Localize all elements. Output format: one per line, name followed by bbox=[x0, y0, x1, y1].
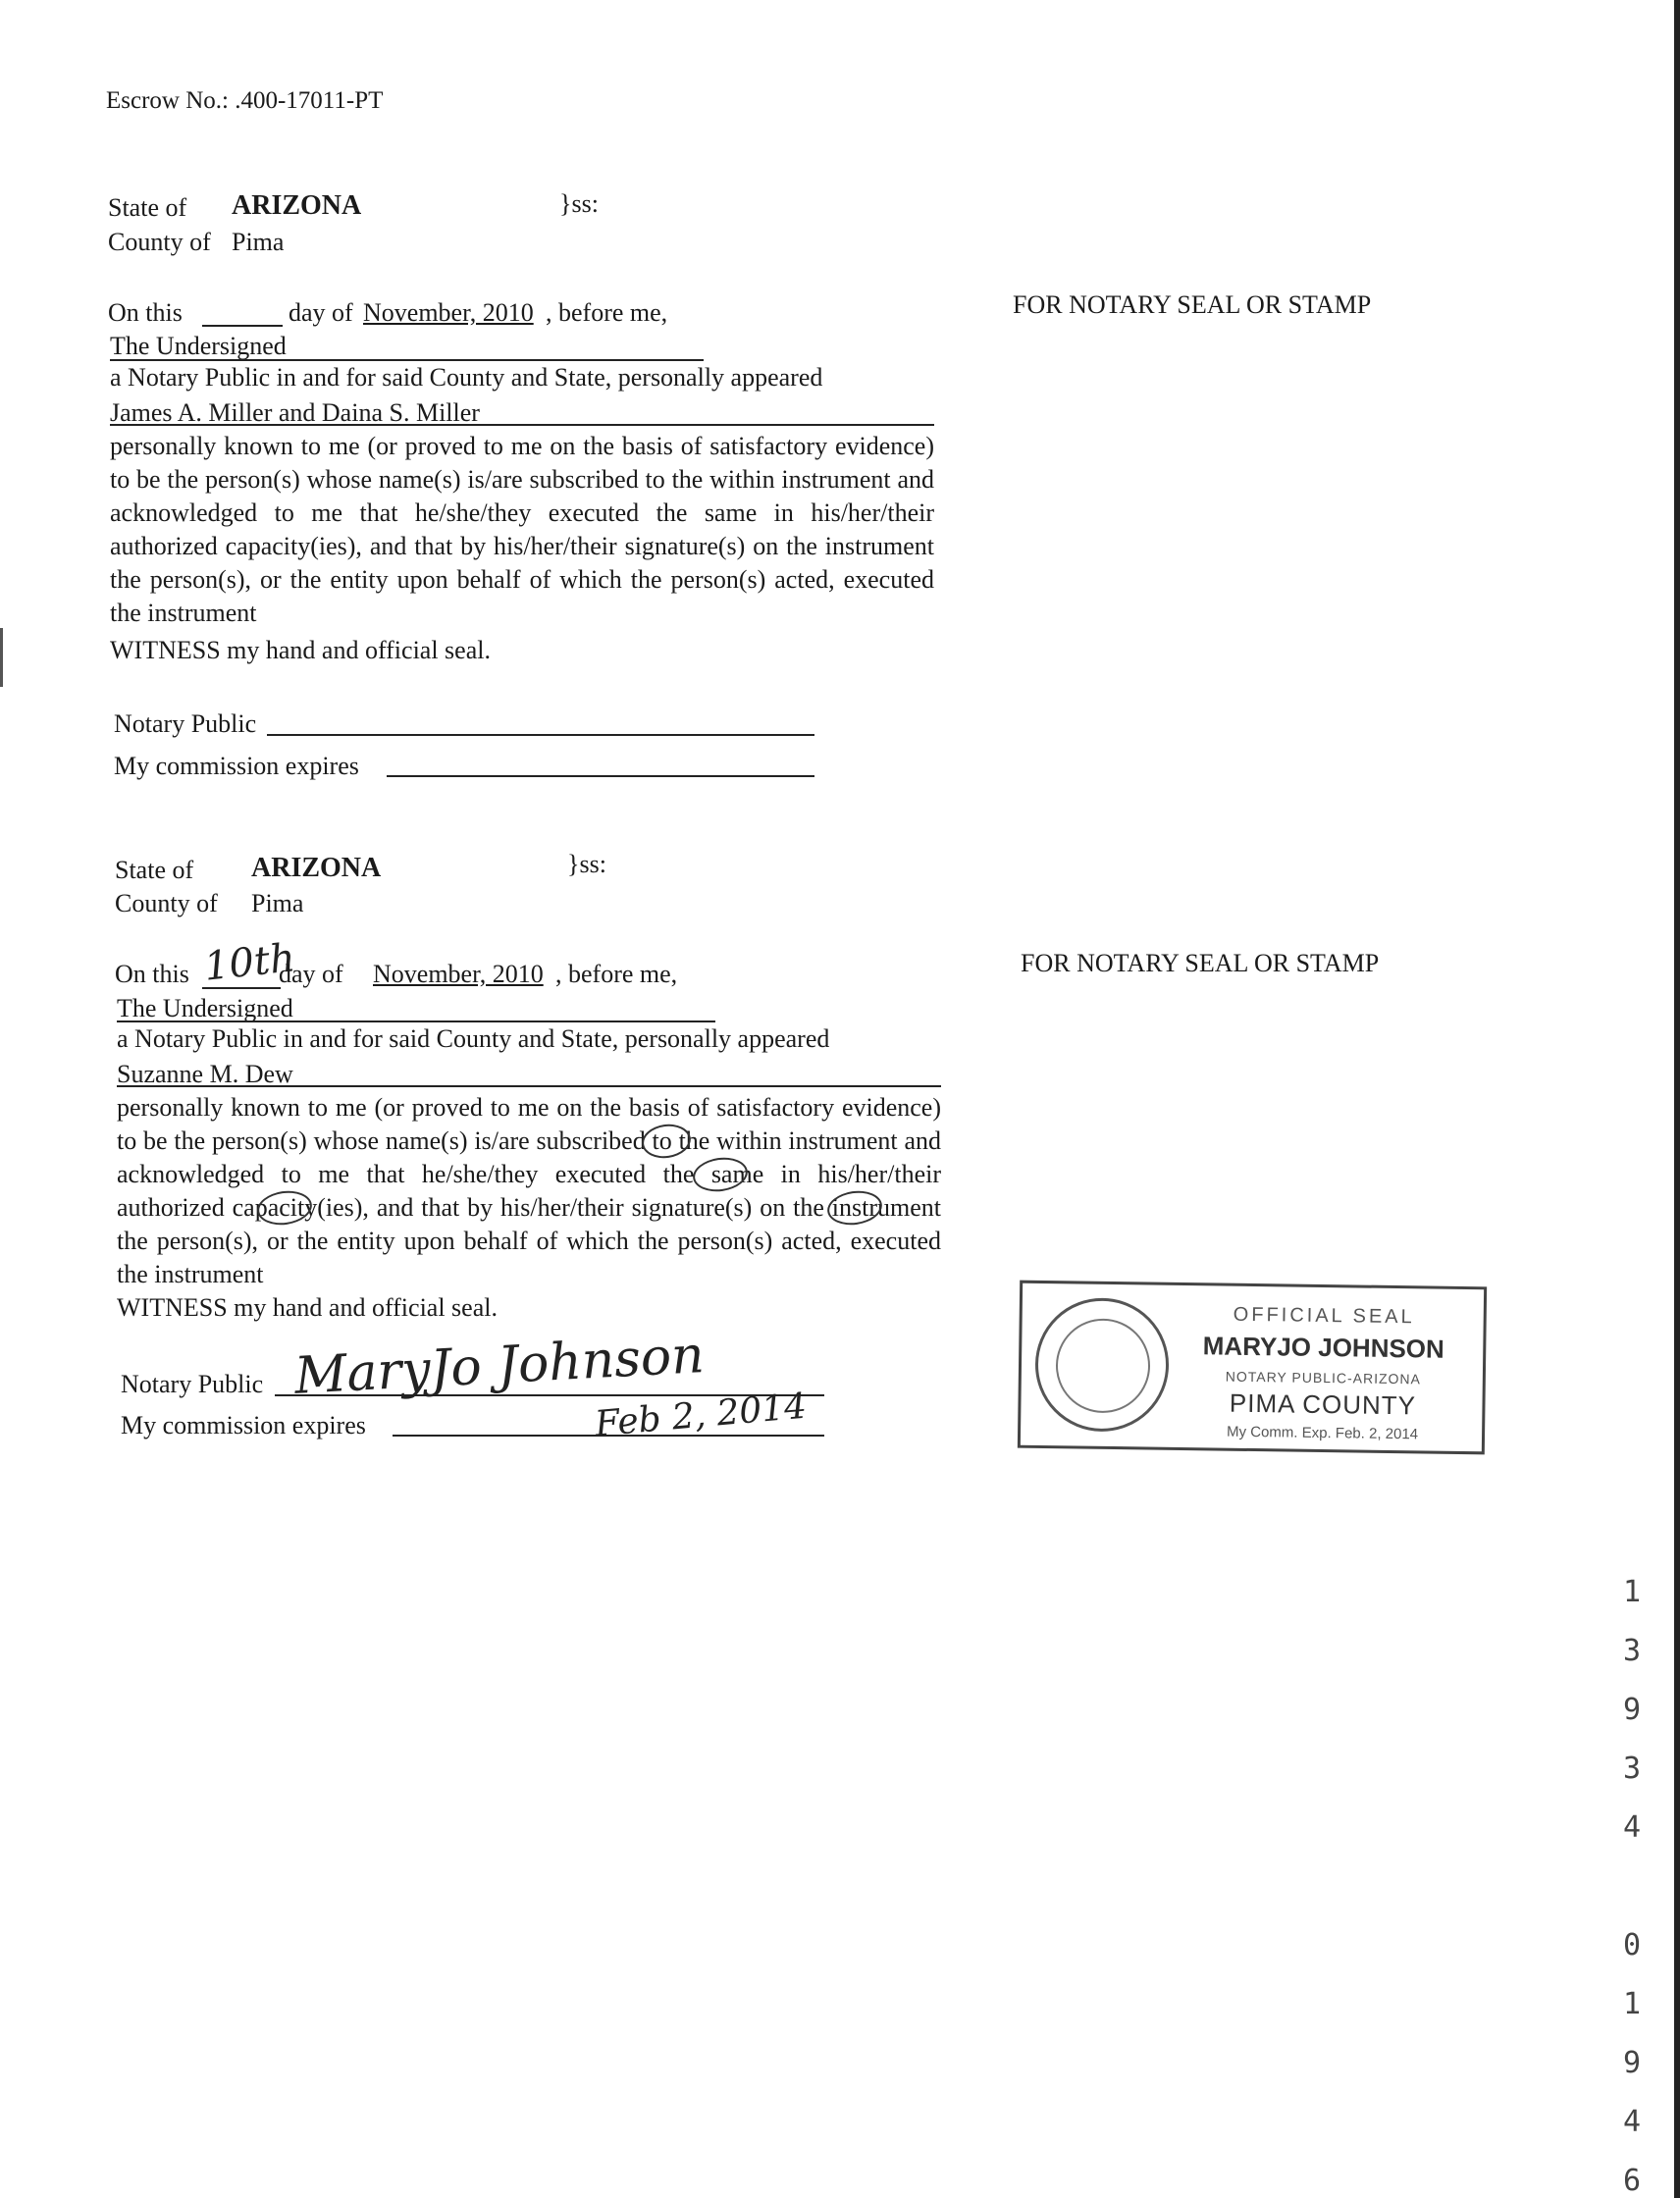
officer-name: The Undersigned bbox=[117, 994, 293, 1022]
ss-mark: }ss: bbox=[567, 850, 606, 878]
state-value: ARIZONA bbox=[232, 190, 362, 221]
escrow-value: .400-17011-PT bbox=[235, 87, 384, 114]
appeared-persons: James A. Miller and Daina S. Miller bbox=[110, 398, 480, 427]
recording-number bbox=[1617, 1575, 1647, 2198]
stamp-expiration: My Comm. Exp. Feb. 2, 2014 bbox=[1226, 1423, 1419, 1443]
persons-line bbox=[117, 1085, 941, 1087]
handwritten-day: 10th bbox=[201, 935, 297, 990]
stamp-heading: OFFICIAL SEAL bbox=[1233, 1303, 1415, 1329]
day-blank[interactable] bbox=[202, 325, 283, 327]
state-seal-icon bbox=[1034, 1297, 1170, 1433]
stamp-notary-name: MARYJO JOHNSON bbox=[1202, 1331, 1445, 1364]
scan-edge-right bbox=[1674, 0, 1680, 2198]
appeared-persons: Suzanne M. Dew bbox=[117, 1060, 293, 1088]
scan-edge-left-mark bbox=[0, 628, 3, 687]
state-value: ARIZONA bbox=[251, 853, 382, 883]
day-of-label: day of bbox=[279, 960, 343, 988]
ss-mark: }ss: bbox=[559, 189, 599, 218]
official-notary-stamp bbox=[1018, 1281, 1487, 1455]
commission-line[interactable] bbox=[387, 775, 814, 777]
before-me-label: , before me, bbox=[555, 960, 678, 988]
witness-statement: WITNESS my hand and official seal. bbox=[110, 636, 491, 664]
notary-statement: a Notary Public in and for said County and State, personally appeared bbox=[117, 1024, 830, 1053]
date-value: November, 2010 bbox=[373, 960, 544, 988]
acknowledgment-body: personally known to me (or proved to me on the basis of satisfactory evidence) to be the person(s) whose name(s) is/are subscribed to the within instrument and acknowledged to me that he/she/they executed the same in his/her/their authorized capacity(ies), and that by his/her/their signature(s) on the instrument the person(s), or the entity upon behalf of which the person(s) acted, executed the instrument bbox=[110, 432, 934, 627]
notary-signature-line[interactable] bbox=[267, 734, 814, 736]
county-label: County of bbox=[108, 228, 211, 256]
officer-line bbox=[110, 359, 704, 361]
seal-area-label: FOR NOTARY SEAL OR STAMP bbox=[1013, 290, 1372, 319]
on-this-label: On this bbox=[115, 960, 189, 988]
notary-public-label: Notary Public bbox=[121, 1370, 264, 1398]
state-label: State of bbox=[108, 193, 187, 222]
before-me-label: , before me, bbox=[546, 298, 668, 327]
commission-date-handwritten: Feb 2, 2014 bbox=[593, 1386, 809, 1445]
recording-number-text: 1 3 9 3 4 0 1 9 4 6 bbox=[1622, 1575, 1642, 2198]
day-blank[interactable] bbox=[202, 987, 281, 989]
seal-area-label: FOR NOTARY SEAL OR STAMP bbox=[1021, 949, 1380, 977]
date-value: November, 2010 bbox=[363, 298, 534, 327]
witness-statement: WITNESS my hand and official seal. bbox=[117, 1293, 498, 1322]
state-label: State of bbox=[115, 856, 194, 884]
escrow-number bbox=[106, 86, 383, 116]
stamp-county: PIMA COUNTY bbox=[1229, 1387, 1417, 1421]
stamp-notary-title: NOTARY PUBLIC-ARIZONA bbox=[1225, 1368, 1422, 1387]
county-value: Pima bbox=[251, 889, 304, 917]
persons-line bbox=[110, 424, 934, 426]
day-of-label: day of bbox=[289, 298, 353, 327]
commission-label: My commission expires bbox=[121, 1411, 366, 1439]
escrow-label: Escrow No.: bbox=[106, 87, 236, 114]
notary-public-label: Notary Public bbox=[114, 709, 257, 738]
commission-label: My commission expires bbox=[114, 752, 359, 780]
officer-line bbox=[117, 1020, 715, 1022]
notary-statement: a Notary Public in and for said County and State, personally appeared bbox=[110, 363, 823, 392]
county-value: Pima bbox=[232, 228, 285, 256]
county-label: County of bbox=[115, 889, 218, 917]
acknowledgment-body: personally known to me (or proved to me on the basis of satisfactory evidence) to be the person(s) whose name(s) is/are subscribed to the within instrument and acknowledged to me that he/she/they executed the same in his/her/their authorized capacity(ies), and that by his/her/their signature(s) on the instrument the person(s), or the entity upon behalf of which the person(s) acted, executed the instrument bbox=[117, 1093, 941, 1288]
officer-name: The Undersigned bbox=[110, 332, 287, 360]
on-this-label: On this bbox=[108, 298, 183, 327]
notary-signature: MaryJo Johnson bbox=[292, 1326, 707, 1406]
